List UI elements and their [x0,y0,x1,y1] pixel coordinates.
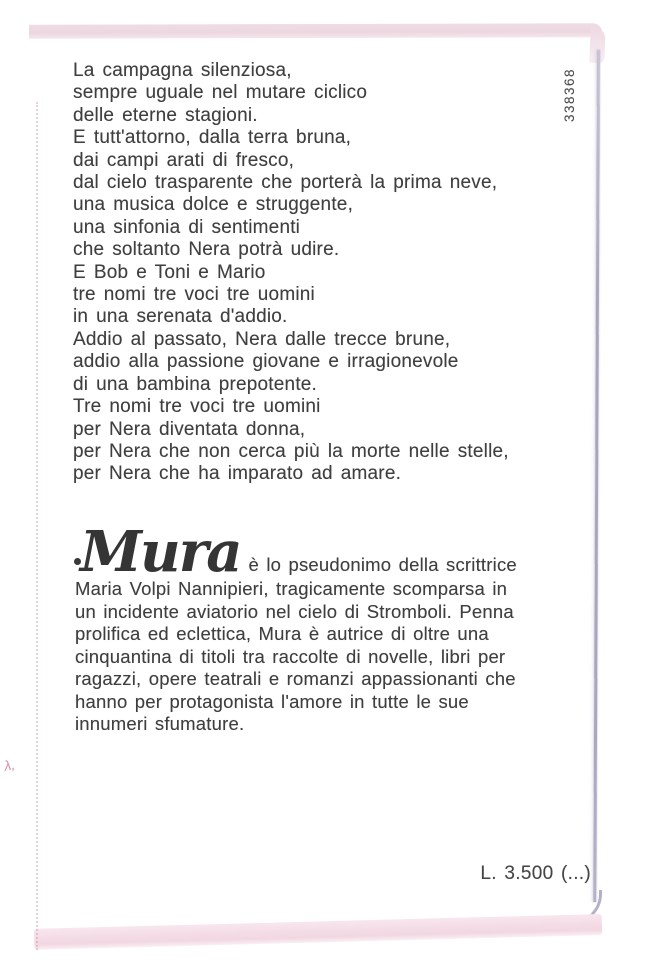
blurb-line: una sinfonia di sentimenti [73,216,301,238]
blurb-line: E tutt'attorno, dalla terra bruna, [73,127,352,149]
blurb-line: una musica dolce e struggente, [73,194,354,216]
author-note-line: prolifica ed eclettica, Mura è autrice di oltre una [75,623,489,644]
blurb-line: Tre nomi tre voci tre uomini [73,396,321,418]
author-note-heading [74,519,517,585]
cover-edge-top [29,23,602,39]
blurb-line: per Nera diventata donna, [73,418,306,440]
author-note-line: Maria Volpi Nannipieri, tragicamente scomparsa in [75,578,508,599]
author-note-line: un incidente aviatorio nel cielo di Stromboli. Penna [75,600,514,622]
blurb-line: che soltanto Nera potrà udire. [73,239,340,261]
price-label: L. 3.500 (...) [480,863,591,884]
blurb-line: dal cielo trasparente che porterà la prima neve, [73,172,498,194]
blurb-line: di una bambina prepotente. [73,373,318,395]
page-fold-left [36,102,38,950]
author-note-text [75,578,516,736]
blurb-line: delle eterne stagioni. [73,104,258,126]
catalog-number: 338368 [562,67,577,122]
author-note-line: cinquantina di titoli tra raccolte di novelle, libri per [75,645,506,667]
blurb-line: sempre uguale nel mutare ciclico [73,82,368,104]
page-edge-right [593,50,600,902]
blurb-text [73,60,509,486]
blurb-line: tre nomi tre voci tre uomini [73,284,315,306]
blurb-line: addio alla passione giovane e irragionevole [73,351,459,373]
blurb-line: in una serenata d'addio. [73,306,288,328]
handwritten-mark: λ, [2,756,17,774]
blurb-line: dai campi arati di fresco, [73,149,295,171]
cover-edge-bottom [34,914,602,950]
blurb-line: per Nera che non cerca più la morte nelle stelle, [73,440,509,462]
author-note-line: hanno per protagonista l'amore in tutte le sue [75,690,469,712]
blurb-line: La campagna silenziosa, [73,60,292,81]
blurb-line: E Bob e Toni e Mario [73,261,266,283]
author-note-line: innumeri sfumature. [75,713,245,734]
author-note-intro: è lo pseudonimo della scrittrice [248,554,517,575]
author-script-name: Mura [80,519,241,585]
author-note-line: ragazzi, opere teatrali e romanzi appassionanti che [75,668,516,689]
blurb-line: per Nera che ha imparato ad amare. [73,463,402,485]
blurb-line: Addio al passato, Nera dalle trecce brune, [73,328,451,350]
